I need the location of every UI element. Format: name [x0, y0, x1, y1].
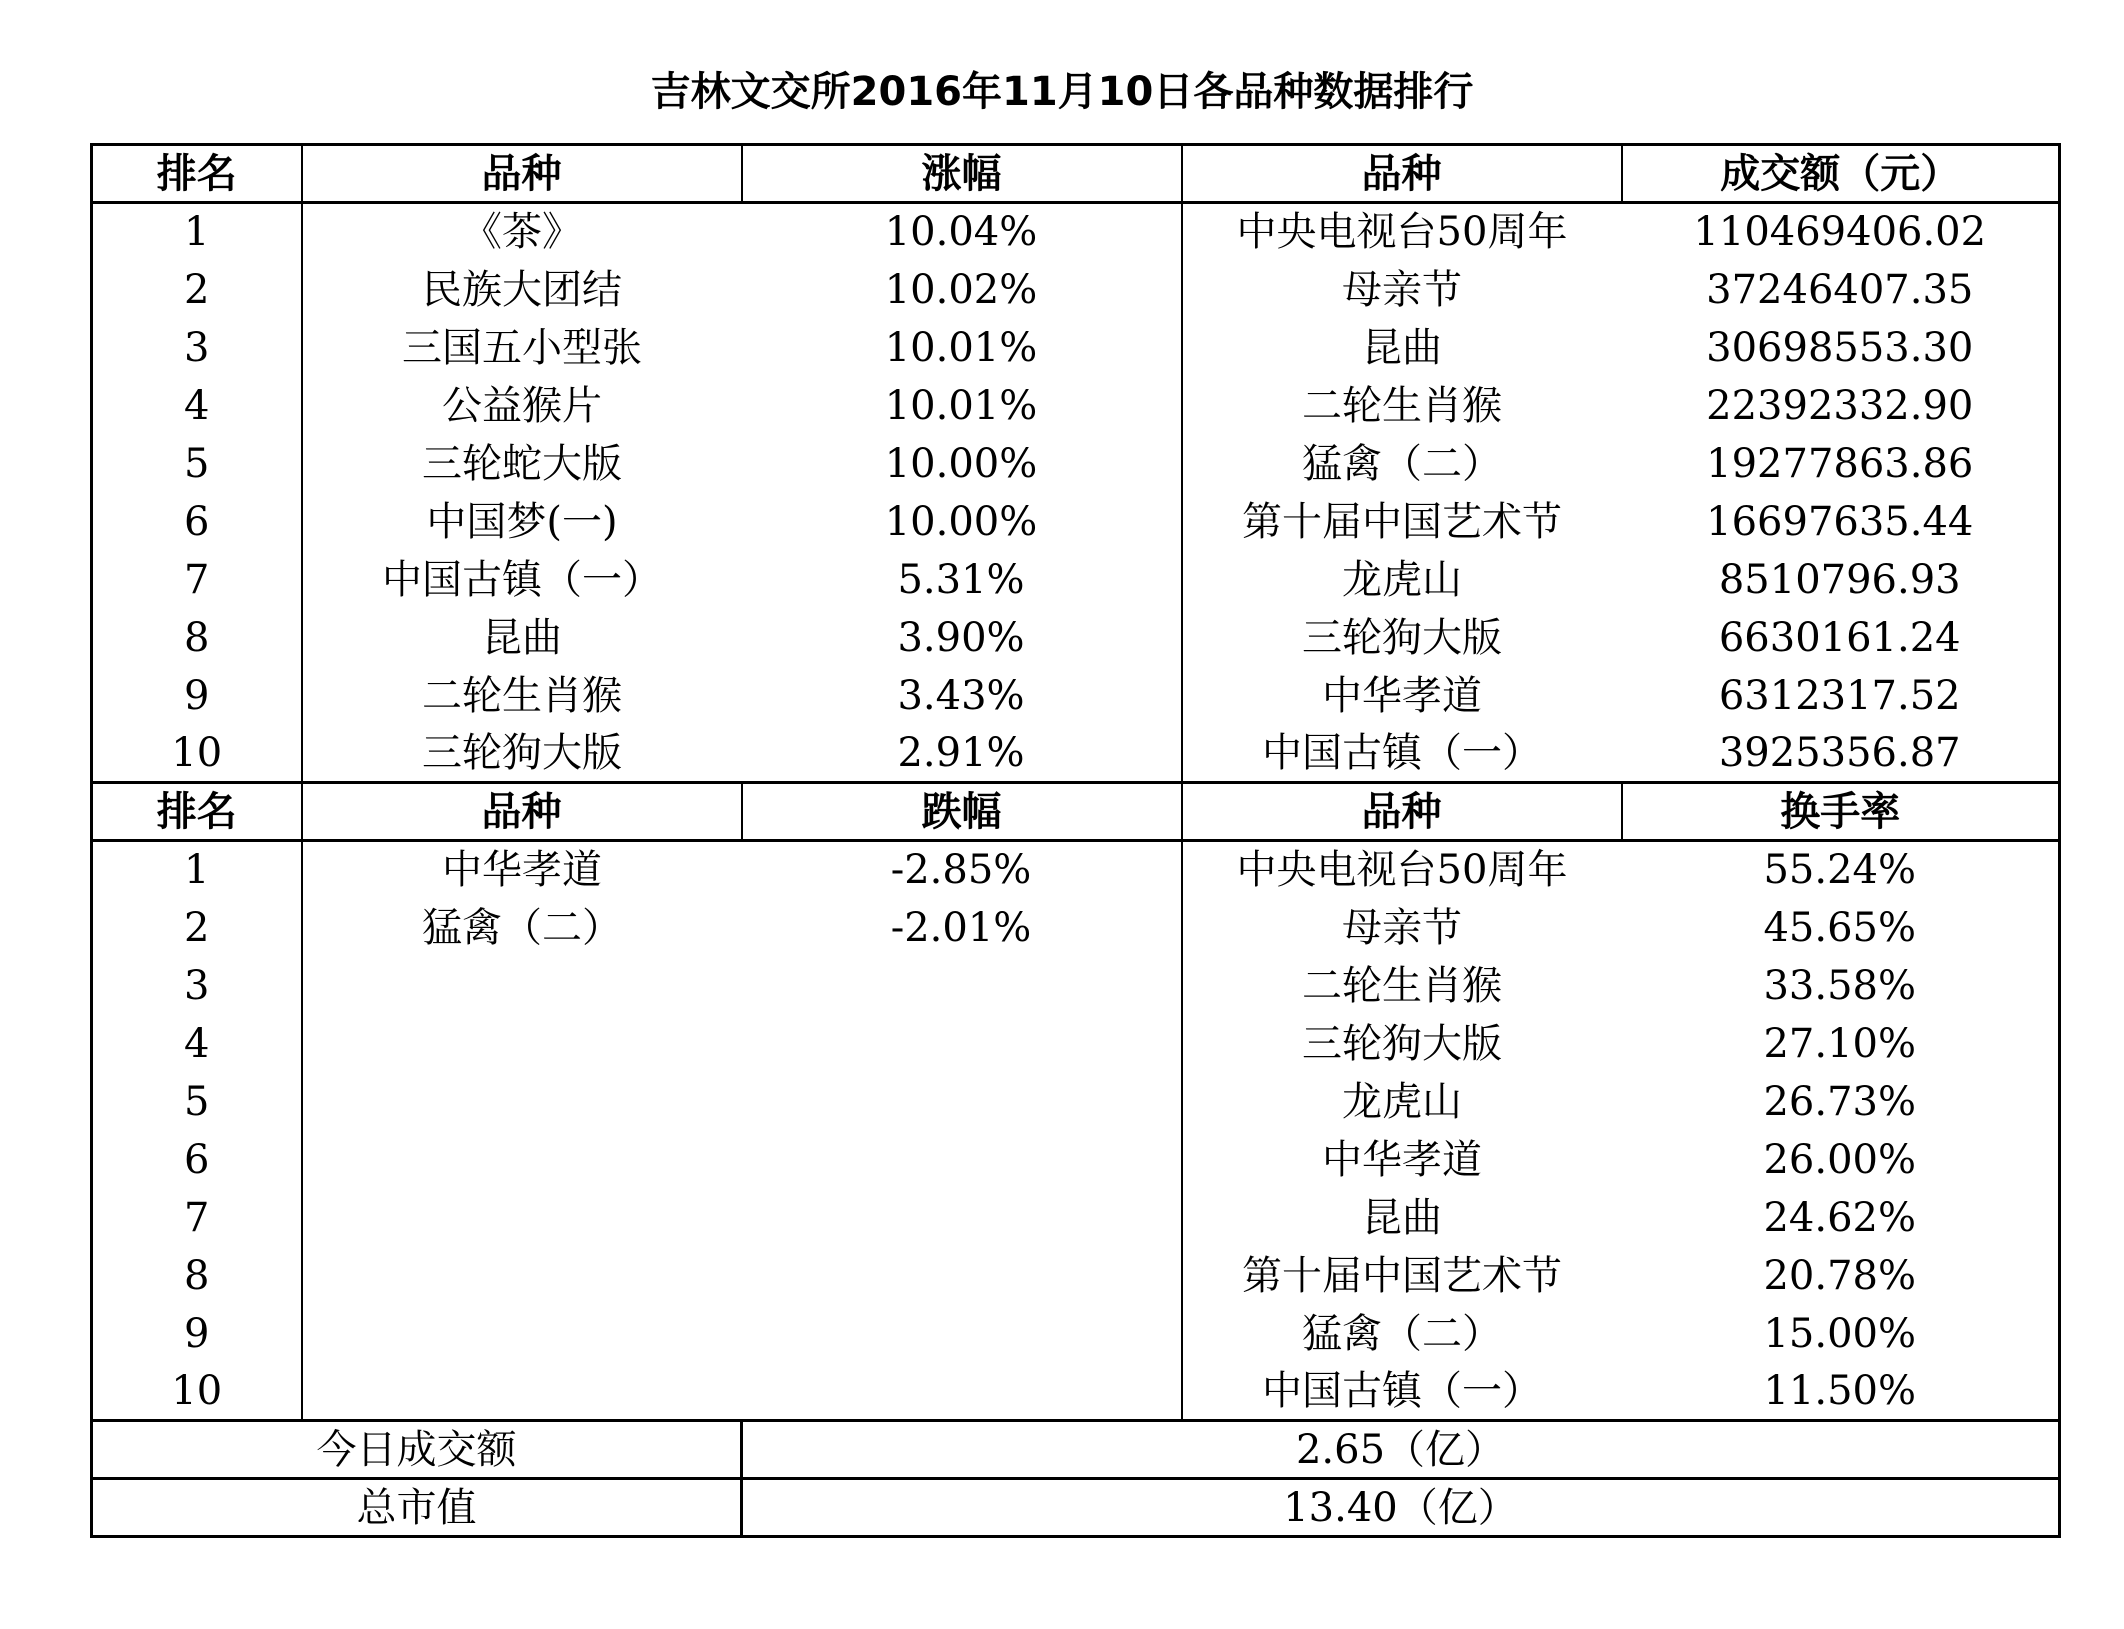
- market-cap-value: 13.40（亿）: [742, 1479, 2060, 1537]
- variety-cell: [302, 1247, 742, 1305]
- variety-cell: [302, 1189, 742, 1247]
- rank-cell: 3: [92, 957, 302, 1015]
- loss-cell: [742, 1363, 1182, 1421]
- variety-cell: 中国古镇（一）: [1182, 725, 1622, 783]
- variety-cell: 中国梦(一): [426, 498, 618, 545]
- table-row: [92, 1073, 2060, 1131]
- gain-cell: 10.01%: [884, 324, 1038, 371]
- loss-cell: [742, 1073, 1182, 1131]
- table-row: [92, 493, 2060, 551]
- turnover-cell: 26.73%: [1763, 1078, 1917, 1125]
- gain-cell: 3.90%: [897, 614, 1025, 661]
- turnover-cell: 33.58%: [1763, 962, 1917, 1009]
- variety-cell: 二轮生肖猴: [422, 672, 622, 719]
- variety-cell: 三轮狗大版: [1182, 609, 1622, 667]
- volume-cell: 19277863.86: [1706, 440, 1974, 487]
- table-row: [92, 841, 2060, 899]
- turnover-cell: 11.50%: [1763, 1367, 1917, 1414]
- loss-header-row: [92, 783, 2060, 841]
- table-row: [92, 319, 2060, 377]
- rank-cell: 2: [92, 261, 302, 319]
- volume-cell: 37246407.35: [1706, 266, 1974, 313]
- rank-cell: 5: [92, 1073, 302, 1131]
- variety-cell: 三轮蛇大版: [422, 440, 622, 487]
- variety-cell: 第十届中国艺术节: [1182, 1247, 1622, 1305]
- rank-cell: 9: [92, 1305, 302, 1363]
- rank-cell: 4: [92, 377, 302, 435]
- table-row: [92, 725, 2060, 783]
- table-row: [92, 435, 2060, 493]
- today-volume-row: [92, 1421, 2060, 1479]
- loss-cell: [742, 1247, 1182, 1305]
- variety-cell: 昆曲: [1182, 319, 1622, 377]
- rank-cell: 4: [92, 1015, 302, 1073]
- rank-cell: 9: [92, 667, 302, 725]
- loss-cell: [742, 1131, 1182, 1189]
- rank-cell: 8: [92, 1247, 302, 1305]
- variety-cell: 中央电视台50周年: [1182, 841, 1622, 899]
- rank-cell: 7: [92, 551, 302, 609]
- volume-cell: 30698553.30: [1706, 324, 1974, 371]
- header-variety: 品种: [302, 145, 742, 203]
- volume-cell: 6312317.52: [1718, 672, 1961, 719]
- gain-cell: 5.31%: [897, 556, 1025, 603]
- volume-cell: 110469406.02: [1693, 209, 1987, 256]
- table-row: [92, 1247, 2060, 1305]
- table-row: [92, 377, 2060, 435]
- rank-cell: 8: [92, 609, 302, 667]
- loss-cell: [742, 1015, 1182, 1073]
- variety-cell: [302, 1305, 742, 1363]
- variety-cell: 中国古镇（一）: [1182, 1363, 1622, 1421]
- header-gain: 涨幅: [742, 145, 1182, 203]
- header-rank: 排名: [92, 783, 302, 841]
- variety-cell: 中国古镇（一）: [382, 556, 662, 603]
- rank-cell: 2: [92, 899, 302, 957]
- market-cap-label: 总市值: [92, 1479, 742, 1537]
- today-volume-label: 今日成交额: [92, 1421, 742, 1479]
- gain-cell: 10.00%: [884, 498, 1038, 545]
- ranking-table: [90, 143, 2061, 1538]
- variety-cell: 中华孝道: [442, 847, 602, 894]
- variety-cell: 三国五小型张: [402, 324, 642, 371]
- turnover-cell: 27.10%: [1763, 1020, 1917, 1067]
- header-turnover: 换手率: [1622, 783, 2060, 841]
- turnover-cell: 15.00%: [1763, 1310, 1917, 1357]
- table-row: [92, 609, 2060, 667]
- turnover-cell: 20.78%: [1763, 1252, 1917, 1299]
- variety-cell: 《茶》: [462, 209, 582, 256]
- variety-cell: 昆曲: [482, 614, 562, 661]
- header-rank: 排名: [92, 145, 302, 203]
- variety-cell: [302, 1015, 742, 1073]
- rank-cell: 3: [92, 319, 302, 377]
- gain-cell: 10.04%: [884, 209, 1038, 256]
- variety-cell: 龙虎山: [1182, 551, 1622, 609]
- table-row: [92, 899, 2060, 957]
- gain-cell: 2.91%: [897, 729, 1025, 776]
- table-row: [92, 551, 2060, 609]
- variety-cell: 猛禽（二）: [1182, 435, 1622, 493]
- variety-cell: 中央电视台50周年: [1182, 203, 1622, 261]
- gain-cell: 10.01%: [884, 382, 1038, 429]
- variety-cell: [302, 1363, 742, 1421]
- header-variety: 品种: [302, 783, 742, 841]
- header-variety: 品种: [1182, 783, 1622, 841]
- volume-cell: 22392332.90: [1706, 382, 1974, 429]
- turnover-cell: 24.62%: [1763, 1194, 1917, 1241]
- variety-cell: 昆曲: [1182, 1189, 1622, 1247]
- table-row: [92, 957, 2060, 1015]
- today-volume-value: 2.65（亿）: [742, 1421, 2060, 1479]
- loss-cell: [742, 957, 1182, 1015]
- volume-cell: 8510796.93: [1718, 556, 1961, 603]
- gain-cell: 10.00%: [884, 440, 1038, 487]
- variety-cell: 三轮狗大版: [422, 729, 622, 776]
- variety-cell: [302, 1073, 742, 1131]
- header-loss: 跌幅: [742, 783, 1182, 841]
- variety-cell: [302, 1131, 742, 1189]
- gain-header-row: [92, 145, 2060, 203]
- table-row: [92, 1363, 2060, 1421]
- variety-cell: 母亲节: [1182, 261, 1622, 319]
- rank-cell: 1: [92, 203, 302, 261]
- gain-cell: 3.43%: [897, 672, 1025, 719]
- rank-cell: 7: [92, 1189, 302, 1247]
- variety-cell: 猛禽（二）: [1182, 1305, 1622, 1363]
- gain-cell: 10.02%: [884, 266, 1038, 313]
- variety-cell: 民族大团结: [422, 266, 622, 313]
- variety-cell: 龙虎山: [1182, 1073, 1622, 1131]
- header-variety: 品种: [1182, 145, 1622, 203]
- market-cap-row: [92, 1479, 2060, 1537]
- rank-cell: 1: [92, 841, 302, 899]
- variety-cell: 中华孝道: [1182, 1131, 1622, 1189]
- variety-cell: 三轮狗大版: [1182, 1015, 1622, 1073]
- table-row: [92, 203, 2060, 261]
- table-row: [92, 1015, 2060, 1073]
- rank-cell: 5: [92, 435, 302, 493]
- table-row: [92, 1189, 2060, 1247]
- rank-cell: 10: [92, 725, 302, 783]
- volume-cell: 3925356.87: [1718, 729, 1961, 776]
- rank-cell: 6: [92, 1131, 302, 1189]
- turnover-cell: 45.65%: [1763, 904, 1917, 951]
- rank-cell: 10: [92, 1363, 302, 1421]
- rank-cell: 6: [92, 493, 302, 551]
- loss-cell: [742, 1305, 1182, 1363]
- turnover-cell: 26.00%: [1763, 1136, 1917, 1183]
- volume-cell: 16697635.44: [1706, 498, 1974, 545]
- variety-cell: 中华孝道: [1182, 667, 1622, 725]
- table-row: [92, 1131, 2060, 1189]
- variety-cell: 公益猴片: [442, 382, 602, 429]
- turnover-cell: 55.24%: [1763, 847, 1917, 894]
- page-title: 吉林文交所2016年11月10日各品种数据排行: [650, 69, 1474, 115]
- variety-cell: [302, 957, 742, 1015]
- table-row: [92, 261, 2060, 319]
- loss-cell: [742, 1189, 1182, 1247]
- variety-cell: 二轮生肖猴: [1182, 377, 1622, 435]
- table-row: [92, 1305, 2060, 1363]
- table-row: [92, 667, 2060, 725]
- variety-cell: 母亲节: [1182, 899, 1622, 957]
- volume-cell: 6630161.24: [1718, 614, 1961, 661]
- variety-cell: 二轮生肖猴: [1182, 957, 1622, 1015]
- variety-cell: 猛禽（二）: [422, 904, 622, 951]
- loss-cell: -2.01%: [890, 904, 1032, 951]
- header-volume: 成交额（元）: [1622, 145, 2060, 203]
- variety-cell: 第十届中国艺术节: [1182, 493, 1622, 551]
- loss-cell: -2.85%: [890, 847, 1032, 894]
